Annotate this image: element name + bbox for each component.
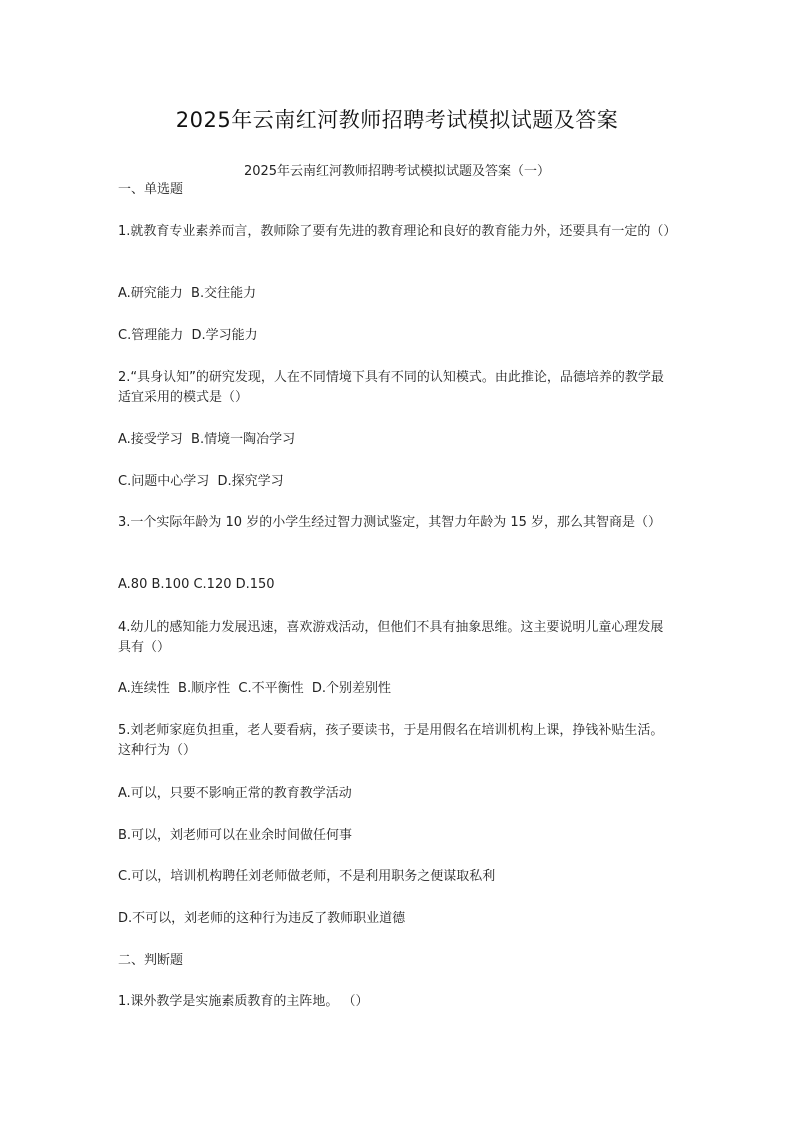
question-1-options-cd: C.管理能力 D.学习能力 xyxy=(118,328,258,343)
question-3-text: 3.一个实际年龄为 10 岁的小学生经过智力测试鉴定，其智力年龄为 15 岁，那么其智商是（） xyxy=(118,515,662,530)
question-3-options: A.80 B.100 C.120 D.150 xyxy=(118,577,275,592)
question-5-option-a: A.可以，只要不影响正常的教育教学活动 xyxy=(118,786,352,801)
question-4-text: 4.幼儿的感知能力发展迅速，喜欢游戏活动，但他们不具有抽象思维。这主要说明儿童心理发展具有（） xyxy=(118,620,664,655)
document-subtitle: 2025年云南红河教师招聘考试模拟试题及答案（一） xyxy=(243,164,551,179)
judgement-question-1-text: 1.课外教学是实施素质教育的主阵地。 （） xyxy=(118,994,369,1009)
question-4-options: A.连续性 B.顺序性 C.不平衡性 D.个别差别性 xyxy=(118,681,391,696)
question-2-text: 2.“具身认知”的研究发现，人在不同情境下具有不同的认知模式。由此推论，品德培养的教学最适宜采用的模式是（） xyxy=(118,370,664,405)
question-1-text: 1.就教育专业素养而言，教师除了要有先进的教育理论和良好的教育能力外，还要具有一定的（） xyxy=(118,224,677,239)
question-2-options-cd: C.问题中心学习 D.探究学习 xyxy=(118,474,284,489)
section-heading-single-choice: 一、单选题 xyxy=(118,182,184,197)
document-title: 2025年云南红河教师招聘考试模拟试题及答案 xyxy=(175,108,619,132)
question-5-option-b: B.可以，刘老师可以在业余时间做任何事 xyxy=(118,828,353,843)
question-5-option-d: D.不可以，刘老师的这种行为违反了教师职业道德 xyxy=(118,911,406,926)
section-heading-true-false: 二、判断题 xyxy=(118,953,184,968)
question-5-option-c: C.可以，培训机构聘任刘老师做老师，不是利用职务之便谋取私利 xyxy=(118,869,496,884)
question-2-options-ab: A.接受学习 B.情境一陶冶学习 xyxy=(118,432,296,447)
question-5-text: 5.刘老师家庭负担重，老人要看病，孩子要读书，于是用假名在培训机构上课，挣钱补贴生活。这种行为（） xyxy=(118,723,664,758)
question-1-options-ab: A.研究能力 B.交往能力 xyxy=(118,286,257,301)
